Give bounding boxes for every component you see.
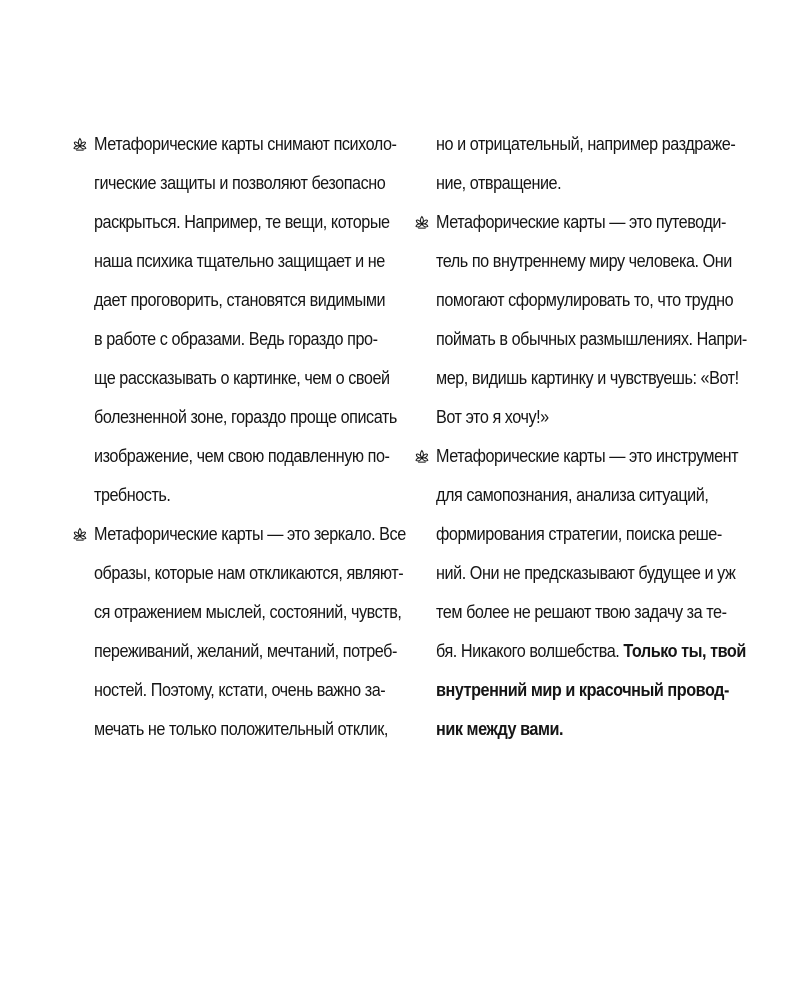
text-line <box>436 632 746 671</box>
text-line: поймать в обычных размышлениях. Напри- <box>436 329 747 349</box>
text-line: болезненной зоне, гораздо проще описать <box>94 407 397 427</box>
text-line: дает проговорить, становятся видимыми <box>94 290 386 310</box>
text-line: для самопознания, анализа ситуаций, <box>436 485 709 505</box>
bold-emphasis-line: внутренний мир и красочный провод- <box>436 680 729 700</box>
text-line: мер, видишь картинку и чувствуешь: «Вот! <box>436 368 739 388</box>
text-line: Вот это я хочу!» <box>436 407 549 427</box>
text-line: Метафорические карты — это инструмент <box>436 437 708 476</box>
text-line: в работе с образами. Ведь гораздо про- <box>94 329 378 349</box>
text-line: помогают сформулировать то, что трудно <box>436 290 734 310</box>
text-line: наша психика тщательно защищает и не <box>94 251 385 271</box>
text-line: но и отрицательный, например раздраже- <box>436 134 736 154</box>
text-line: Метафорические карты снимают психоло- <box>94 125 366 164</box>
text-line: гические защиты и позволяют безопасно <box>94 173 386 193</box>
text-line: Метафорические карты — это зеркало. Все <box>94 515 366 554</box>
bold-emphasis: Только ты, твой <box>623 641 746 661</box>
text-line: тем более не решают твою задачу за те- <box>436 602 727 622</box>
text-line: Метафорические карты — это путеводи- <box>436 203 708 242</box>
text-line: ще рассказывать о картинке, чем о своей <box>94 368 390 388</box>
text-line: ний. Они не предсказывают будущее и уж <box>436 563 736 583</box>
text-line: требность. <box>94 485 171 505</box>
text-line-regular: бя. Никакого волшебства. <box>436 641 620 661</box>
text-line: тель по внутреннему миру человека. Они <box>436 251 732 271</box>
left-column <box>94 125 406 749</box>
text-line: мечать не только положительный отклик, <box>94 719 388 739</box>
text-line: изображение, чем свою подавленную по- <box>94 446 390 466</box>
right-column <box>436 125 747 749</box>
text-line: ние, отвращение. <box>436 173 562 193</box>
text-line: переживаний, желаний, мечтаний, потреб- <box>94 641 397 661</box>
lotus-bullet-icon <box>414 449 429 464</box>
lotus-bullet-icon <box>414 215 429 230</box>
text-line: формирования стратегии, поиска реше- <box>436 524 722 544</box>
text-line: образы, которые нам откликаются, являют- <box>94 563 404 583</box>
text-line: ся отражением мыслей, состояний, чувств, <box>94 602 402 622</box>
text-line: ностей. Поэтому, кстати, очень важно за- <box>94 680 386 700</box>
text-line: раскрыться. Например, те вещи, которые <box>94 212 390 232</box>
bold-emphasis-line: ник между вами. <box>436 719 564 739</box>
lotus-bullet-icon <box>72 527 87 542</box>
lotus-bullet-icon <box>72 137 87 152</box>
